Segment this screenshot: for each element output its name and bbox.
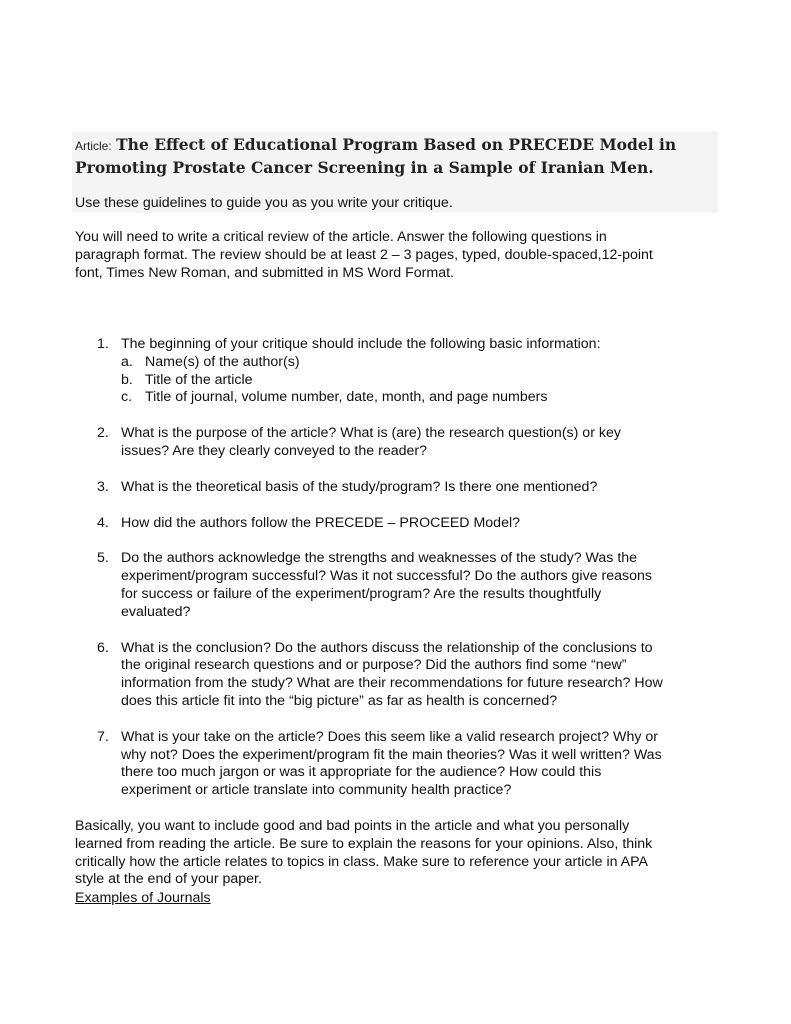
- question-text: why not? Does the experiment/program fit the main theories? Was it well written? Was: [121, 746, 662, 763]
- question-item: [75, 729, 725, 800]
- examples-of-journals-link[interactable]: Examples of Journals: [75, 890, 211, 906]
- question-text: experiment or article translate into community health practice?: [121, 782, 512, 799]
- questions-list: [75, 336, 725, 800]
- guidelines-text: Use these guidelines to guide you as you write your critique.: [75, 195, 453, 211]
- question-number: 1.: [97, 336, 109, 352]
- closing-line: style at the end of your paper.: [75, 871, 262, 888]
- question-text: there too much jargon or was it appropriate for the audience? How could this: [121, 764, 602, 781]
- sub-letter: b.: [121, 371, 133, 388]
- sub-letter: c.: [121, 389, 133, 406]
- sub-list: [121, 354, 725, 407]
- question-text: Do the authors acknowledge the strengths and weaknesses of the study? Was the: [121, 550, 638, 567]
- question-item: [75, 640, 725, 711]
- intro-line: font, Times New Roman, and submitted in MS Word Format.: [75, 264, 454, 281]
- question-item: [75, 515, 725, 533]
- sub-item: [121, 389, 725, 407]
- sub-text: Name(s) of the author(s): [145, 353, 300, 370]
- closing-line: Basically, you want to include good and bad points in the article and what you personally: [75, 818, 630, 834]
- question-text: issues? Are they clearly conveyed to the reader?: [121, 442, 427, 459]
- question-item: [75, 336, 725, 407]
- intro-line: You will need to write a critical review of the article. Answer the following questions in: [75, 229, 607, 245]
- question-number: 6.: [97, 639, 109, 656]
- question-text: What is your take on the article? Does this seem like a valid research project? Why or: [121, 728, 658, 745]
- question-text: experiment/program successful? Was it not successful? Do the authors give reasons: [121, 568, 652, 585]
- sub-text: Title of journal, volume number, date, month, and page numbers: [145, 389, 548, 406]
- question-item: [75, 425, 725, 461]
- question-text: How did the authors follow the PRECEDE – PROCEED Model?: [121, 514, 521, 531]
- question-number: 5.: [97, 550, 109, 567]
- question-number: 3.: [97, 478, 109, 495]
- closing-paragraph: [75, 818, 725, 889]
- sub-letter: a.: [121, 353, 133, 370]
- closing-line: critically how the article relates to topics in class. Make sure to reference your article in APA: [75, 853, 648, 870]
- question-number: 7.: [97, 728, 109, 745]
- question-number: 2.: [97, 425, 109, 442]
- article-title-line1: The Effect of Educational Program Based on PRECEDE Model in: [116, 135, 677, 154]
- question-text: for success or failure of the experiment/program? Are the results thoughtfully: [121, 585, 602, 602]
- question-text: information from the study? What are their recommendations for future research? How: [121, 675, 663, 692]
- question-text: the original research questions and or purpose? Did the authors find some “new”: [121, 657, 627, 674]
- intro-line: paragraph format. The review should be at least 2 – 3 pages, typed, double-spaced,12-point: [75, 246, 653, 263]
- question-text: evaluated?: [121, 603, 191, 620]
- sub-item: [121, 354, 725, 372]
- sub-text: Title of the article: [145, 371, 253, 388]
- closing-line: learned from reading the article. Be sure to explain the reasons for your opinions. Also, think: [75, 835, 653, 852]
- question-text: What is the conclusion? Do the authors discuss the relationship of the conclusions to: [121, 639, 653, 656]
- question-text: What is the purpose of the article? What is (are) the research question(s) or key: [121, 425, 621, 442]
- question-text: What is the theoretical basis of the study/program? Is there one mentioned?: [121, 478, 598, 495]
- article-heading: [75, 134, 715, 180]
- question-text: The beginning of your critique should include the following basic information:: [121, 336, 601, 352]
- sub-item: [121, 372, 725, 390]
- question-number: 4.: [97, 514, 109, 531]
- article-prefix: Article:: [75, 139, 112, 153]
- question-text: does this article fit into the “big picture” as far as health is concerned?: [121, 692, 558, 709]
- question-item: [75, 550, 725, 621]
- question-item: [75, 479, 725, 497]
- article-title-line2: Promoting Prostate Cancer Screening in a Sample of Iranian Men.: [75, 158, 654, 177]
- intro-paragraph: [75, 229, 725, 282]
